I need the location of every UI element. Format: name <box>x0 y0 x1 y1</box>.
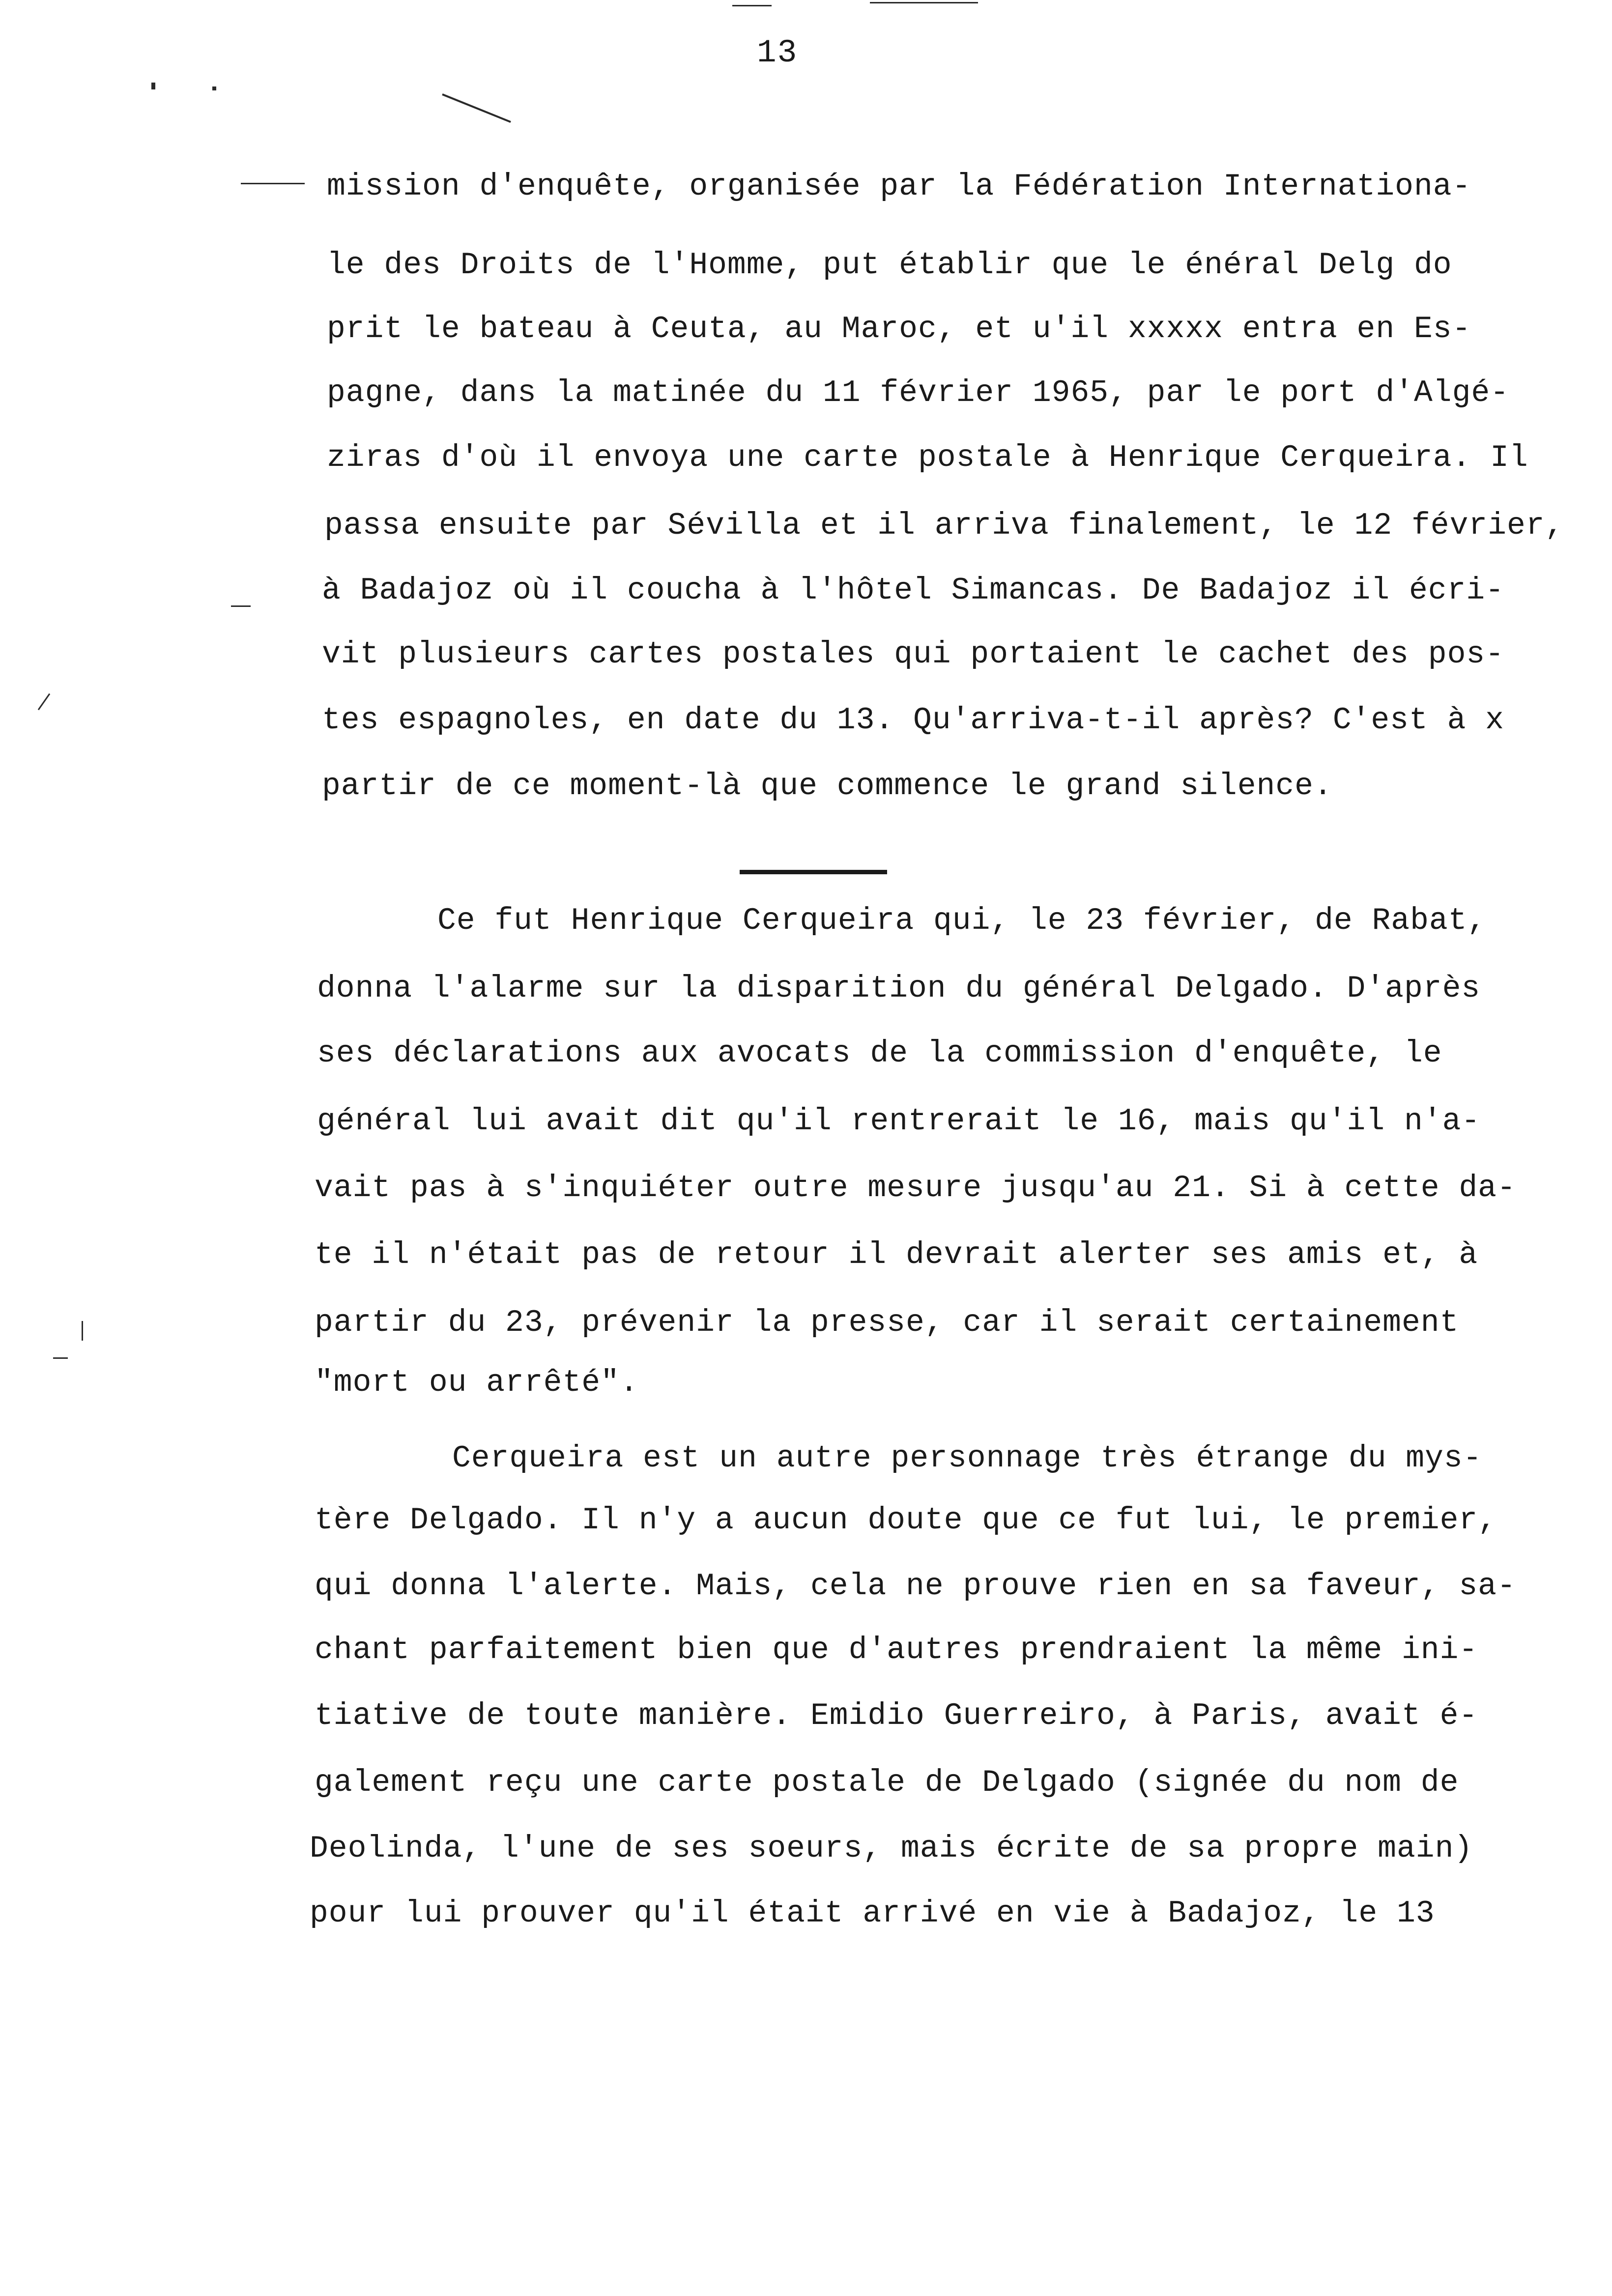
section-divider <box>740 870 887 874</box>
text-line: ses déclarations aux avocats de la commission d'enquête, le <box>317 1036 1442 1071</box>
text-line: à Badajoz où il coucha à l'hôtel Simancas. De Badajoz il écri- <box>322 573 1504 608</box>
text-line: général lui avait dit qu'il rentrerait le 16, mais qu'il n'a- <box>317 1104 1481 1139</box>
text-line: galement reçu une carte postale de Delgado (signée du nom de <box>315 1765 1459 1800</box>
text-line: tiative de toute manière. Emidio Guerreiro, à Paris, avait é- <box>315 1698 1478 1733</box>
scan-mark <box>442 93 511 123</box>
text-line: tes espagnoles, en date du 13. Qu'arriva-t-il après? C'est à x <box>322 703 1504 738</box>
text-line: Deolinda, l'une de ses soeurs, mais écrite de sa propre main) <box>310 1831 1473 1866</box>
text-line: ziras d'où il envoya une carte postale à Henrique Cerqueira. Il <box>327 440 1528 475</box>
scan-mark <box>151 83 155 89</box>
margin-dash <box>231 605 251 607</box>
text-line: tère Delgado. Il n'y a aucun doute que ce fut lui, le premier, <box>315 1503 1497 1538</box>
scan-mark <box>870 2 978 3</box>
text-line: donna l'alarme sur la disparition du général Delgado. D'après <box>317 971 1481 1006</box>
text-line: partir du 23, prévenir la presse, car il serait certainement <box>315 1305 1459 1340</box>
text-line: chant parfaitement bien que d'autres prendraient la même ini- <box>315 1633 1478 1667</box>
text-line: "mort ou arrêté". <box>315 1365 639 1400</box>
text-line: prit le bateau à Ceuta, au Maroc, et u'il xxxxx entra en Es- <box>327 312 1471 346</box>
scan-mark <box>82 1321 83 1341</box>
text-line: Ce fut Henrique Cerqueira qui, le 23 février, de Rabat, <box>437 903 1487 938</box>
text-line: te il n'était pas de retour il devrait alerter ses amis et, à <box>315 1237 1478 1272</box>
text-line: vait pas à s'inquiéter outre mesure jusqu'au 21. Si à cette da- <box>315 1171 1516 1205</box>
text-line: pagne, dans la matinée du 11 février 1965, par le port d'Algé- <box>327 375 1509 410</box>
scan-mark <box>53 1357 68 1359</box>
text-line: le des Droits de l'Homme, put établir que le énéral Delg do <box>327 248 1452 283</box>
scan-mark <box>732 5 772 6</box>
text-line: vit plusieurs cartes postales qui portaient le cachet des pos- <box>322 637 1504 672</box>
text-line: partir de ce moment-là que commence le grand silence. <box>322 769 1333 804</box>
text-line: passa ensuite par Sévilla et il arriva finalement, le 12 février, <box>324 508 1564 543</box>
page-number: 13 <box>757 34 798 71</box>
margin-dash <box>241 183 305 184</box>
text-line: Cerqueira est un autre personnage très étrange du mys- <box>452 1441 1482 1476</box>
scan-mark <box>38 693 50 710</box>
text-line: pour lui prouver qu'il était arrivé en vie à Badajoz, le 13 <box>310 1896 1435 1931</box>
scan-mark <box>212 86 216 90</box>
text-line: mission d'enquête, organisée par la Fédération Internationa- <box>327 169 1471 204</box>
text-line: qui donna l'alerte. Mais, cela ne prouve rien en sa faveur, sa- <box>315 1569 1516 1604</box>
